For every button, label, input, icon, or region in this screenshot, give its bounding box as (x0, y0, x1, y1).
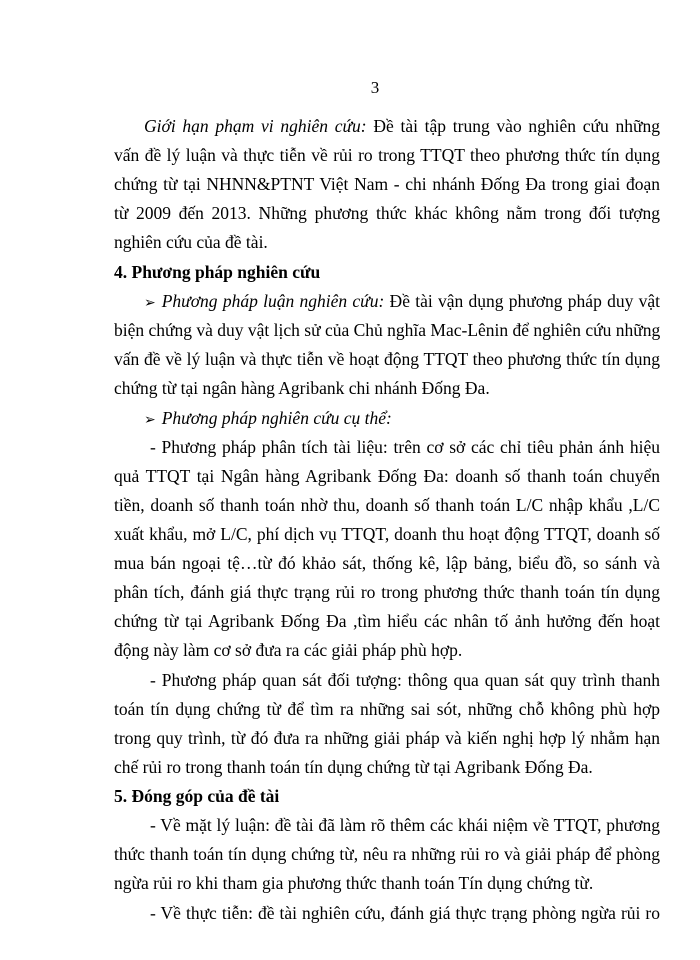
methodology-label: Phương pháp luận nghiên cứu: (161, 291, 385, 311)
methodology-text: Đề tài vận dụng phương pháp duy vật (384, 291, 660, 311)
analysis-line-2: quả TTQT tại Ngân hàng Agribank Đống Đa: doanh số thanh toán chuyển (114, 466, 660, 486)
observation-line-4: chế rủi ro trong thanh toán tín dụng chứng từ tại Agribank Đống Đa. (114, 757, 593, 777)
theory-line-2: thức thanh toán tín dụng chứng từ, nêu ra những rủi ro và giải pháp để phòng (114, 844, 660, 864)
arrow-bullet-icon: ➢ (144, 295, 156, 311)
theory-line-1: - Về mặt lý luận: đề tài đã làm rõ thêm các khái niệm về TTQT, phương (150, 815, 660, 835)
page-number: 3 (370, 78, 380, 97)
scope-line-1 (144, 116, 660, 136)
observation-line-3: trong quy trình, từ đó đưa ra những giải pháp và kiến nghị hợp lý nhằm hạn (114, 728, 660, 748)
observation-line-1: - Phương pháp quan sát đối tượng: thông qua quan sát quy trình thanh (150, 670, 660, 690)
specific-methods-label: Phương pháp nghiên cứu cụ thể: (161, 408, 392, 428)
analysis-line-7: chứng từ tại Agribank Đống Đa ,tìm hiểu các nhân tố ảnh hưởng đến hoạt (114, 611, 660, 631)
analysis-line-5: mua bán ngoại tệ…từ đó khảo sát, thống kê, lập bảng, biểu đồ, so sánh và (114, 553, 660, 573)
analysis-line-3: tiền, doanh số thanh toán nhờ thu, doanh số thanh toán L/C nhập khẩu ,L/C (114, 495, 660, 515)
specific-methods-line (144, 408, 660, 430)
scope-line-2: vấn đề lý luận và thực tiễn về rủi ro trong TTQT theo phương thức tín dụng (114, 145, 660, 165)
section-5-heading: 5. Đóng góp của đề tài (114, 786, 280, 806)
methodology-line-3: vấn đề về lý luận và thực tiễn về hoạt động TTQT theo phương thức tín dụng (114, 349, 660, 369)
scope-text: Đề tài tập trung vào nghiên cứu những (366, 116, 660, 136)
scope-line-3: chứng từ tại NHNN&PTNT Việt Nam - chi nhánh Đống Đa trong giai đoạn (114, 174, 660, 194)
practice-line-1: - Về thực tiễn: đề tài nghiên cứu, đánh giá thực trạng phòng ngừa rủi ro (150, 903, 660, 923)
scope-label: Giới hạn phạm vi nghiên cứu: (144, 116, 367, 136)
methodology-line-4: chứng từ tại ngân hàng Agribank chi nhánh Đống Đa. (114, 378, 490, 398)
analysis-line-4: xuất khẩu, mở L/C, phí dịch vụ TTQT, doanh thu hoạt động TTQT, doanh số (114, 524, 660, 544)
scope-line-5: nghiên cứu của đề tài. (114, 232, 268, 252)
scope-line-4: từ 2009 đến 2013. Những phương thức khác không nằm trong đối tượng (114, 203, 660, 223)
analysis-line-1: - Phương pháp phân tích tài liệu: trên cơ sở các chỉ tiêu phản ánh hiệu (150, 437, 660, 457)
analysis-line-6: phân tích, đánh giá thực trạng rủi ro trong phương thức thanh toán tín dụng (114, 582, 660, 602)
arrow-bullet-icon: ➢ (144, 412, 156, 428)
section-4-heading: 4. Phương pháp nghiên cứu (114, 262, 321, 282)
observation-line-2: toán tín dụng chứng từ để tìm ra những sai sót, những chỗ không phù hợp (114, 699, 660, 719)
methodology-line-1 (144, 291, 660, 313)
methodology-line-2: biện chứng và duy vật lịch sử của Chủ nghĩa Mac-Lênin để nghiên cứu những (114, 320, 661, 340)
analysis-line-8: động này làm cơ sở đưa ra các giải pháp phù hợp. (114, 640, 463, 660)
theory-line-3: ngừa rủi ro khi tham gia phương thức thanh toán Tín dụng chứng từ. (114, 873, 594, 893)
